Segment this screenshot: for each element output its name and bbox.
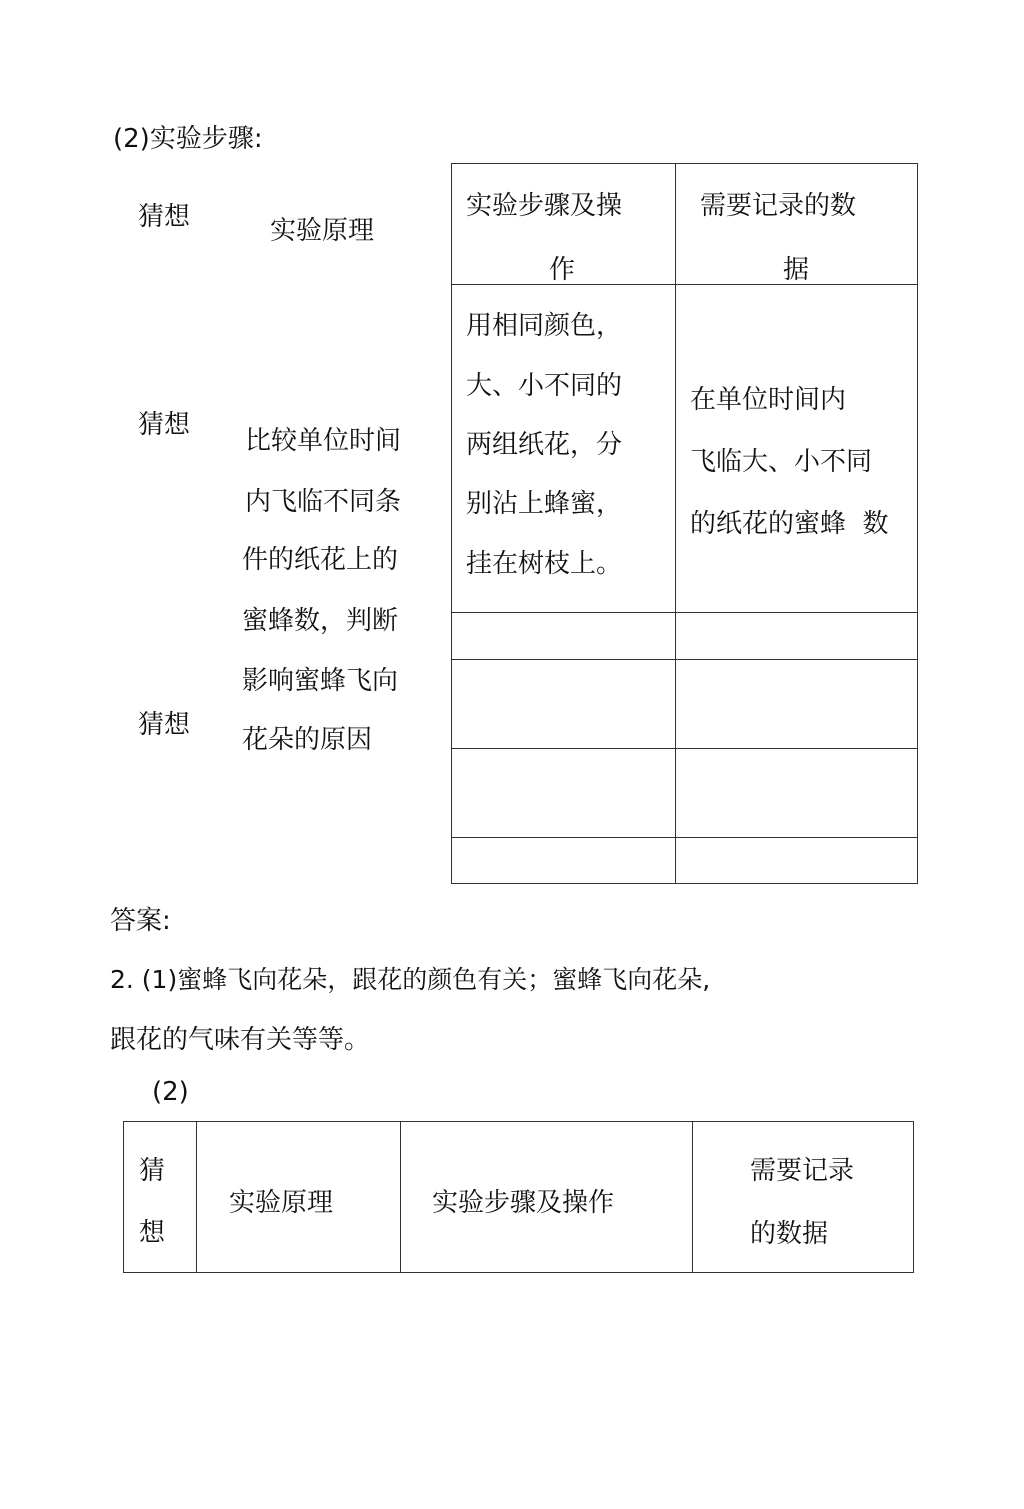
section-heading: (2)实验步骤: bbox=[113, 124, 263, 154]
table2-header-data: 需要记录 bbox=[750, 1156, 855, 1186]
table1-row-divider bbox=[451, 837, 918, 838]
table2-column-divider bbox=[400, 1121, 401, 1273]
table2-header-principle: 实验原理 bbox=[229, 1188, 334, 1218]
data-line: 的纸花的蜜蜂 数 bbox=[690, 509, 889, 539]
steps-line: 用相同颜色， bbox=[466, 311, 623, 341]
table2-header-steps: 实验步骤及操作 bbox=[432, 1188, 615, 1218]
table2-column-divider bbox=[196, 1121, 197, 1273]
answer-line-1: 2. (1)蜜蜂飞向花朵，跟花的颜色有关；蜜蜂飞向花朵, bbox=[110, 965, 711, 994]
principle-line: 蜜蜂数，判断 bbox=[242, 606, 399, 636]
steps-line: 大、小不同的 bbox=[466, 371, 623, 401]
table1-row-guess-2: 猜想 bbox=[138, 710, 191, 740]
table1-row-guess-1: 猜想 bbox=[138, 410, 191, 440]
table2-header-guess: 猜 bbox=[139, 1156, 166, 1186]
table1-header-data: 需要记录的数 bbox=[700, 191, 857, 221]
table1-header-steps: 实验步骤及操 bbox=[466, 191, 623, 221]
answer-label: 答案: bbox=[110, 906, 171, 936]
table1-header-principle: 实验原理 bbox=[270, 216, 375, 246]
data-line: 飞临大、小不同 bbox=[690, 447, 873, 477]
table2-column-divider bbox=[692, 1121, 693, 1273]
steps-line: 挂在树枝上。 bbox=[466, 549, 623, 579]
principle-line: 内飞临不同条 bbox=[245, 487, 402, 517]
principle-line: 花朵的原因 bbox=[242, 725, 373, 755]
table1-header-steps-cont: 作 bbox=[549, 255, 576, 285]
table1-header-guess: 猜想 bbox=[138, 202, 191, 232]
table1-row-divider bbox=[451, 284, 918, 285]
steps-line: 别沾上蜂蜜， bbox=[466, 489, 623, 519]
table1-row-divider bbox=[451, 659, 918, 660]
table2-header-guess-cont: 想 bbox=[139, 1218, 166, 1248]
answer-part2-label: (2) bbox=[152, 1077, 189, 1107]
table1-row-divider bbox=[451, 748, 918, 749]
principle-line: 比较单位时间 bbox=[245, 426, 402, 456]
principle-line: 件的纸花上的 bbox=[242, 545, 399, 575]
principle-line: 影响蜜蜂飞向 bbox=[242, 666, 399, 696]
steps-line: 两组纸花，分 bbox=[466, 430, 623, 460]
answer-line-2: 跟花的气味有关等等。 bbox=[110, 1025, 371, 1055]
data-line: 在单位时间内 bbox=[690, 385, 847, 415]
table1-row-divider bbox=[451, 612, 918, 613]
table1-header-data-cont: 据 bbox=[783, 255, 810, 285]
table2-header-data-cont: 的数据 bbox=[750, 1219, 829, 1249]
table1-column-divider bbox=[675, 163, 676, 884]
